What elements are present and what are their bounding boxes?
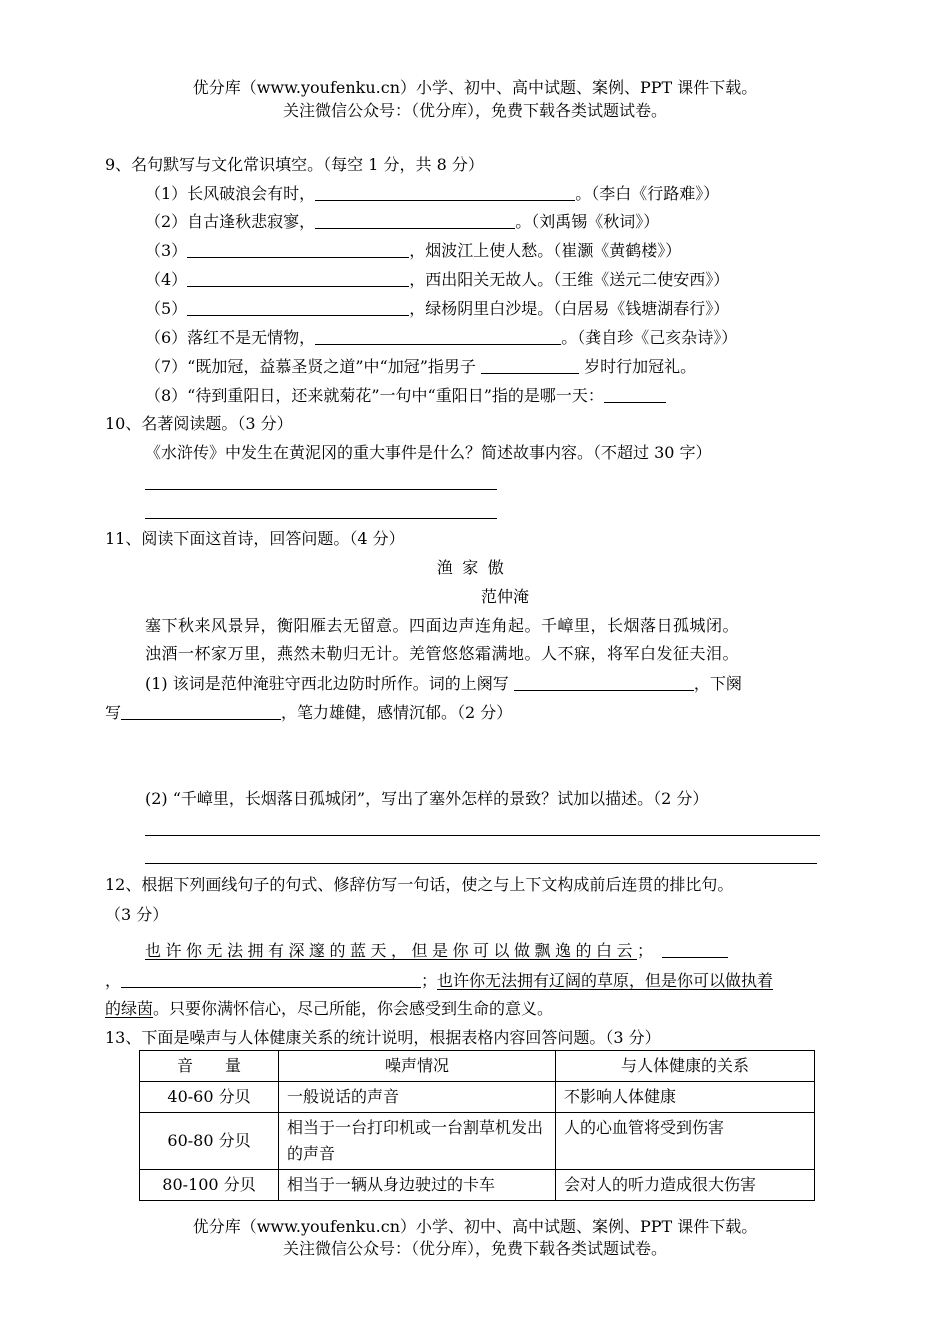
footer-line-1: 优分库（www.youfenku.cn）小学、初中、高中试题、案例、PPT 课件下载。 bbox=[192, 1217, 758, 1236]
q12-line-1 bbox=[145, 940, 728, 962]
q11-sub1-line2 bbox=[105, 702, 512, 724]
poem-title: 渔家傲 bbox=[436, 558, 514, 577]
poem-line-2: 浊酒一杯家万里，燕然未勒归无计。羌管悠悠霜满地。人不寐，将军白发征夫泪。 bbox=[145, 644, 740, 663]
q9-blank-7[interactable] bbox=[481, 357, 579, 374]
noise-health-table bbox=[139, 1050, 815, 1201]
q10-answer-line-1[interactable] bbox=[145, 489, 497, 490]
q13-title: 13、下面是噪声与人体健康关系的统计说明，根据表格内容回答问题。（3 分） bbox=[105, 1028, 661, 1047]
q9-item-8 bbox=[145, 385, 666, 407]
header-line-2: 关注微信公众号：（优分库），免费下载各类试题试卷。 bbox=[282, 101, 667, 120]
q9-title: 9、名句默写与文化常识填空。（每空 1 分，共 8 分） bbox=[105, 155, 484, 174]
q9-item-7-tail: 岁时行加冠礼。 bbox=[584, 357, 697, 376]
q9-item-1 bbox=[145, 183, 719, 205]
table-row bbox=[140, 1082, 815, 1113]
q12-blank-1b[interactable] bbox=[121, 971, 421, 988]
q11-blank-lower[interactable] bbox=[121, 703, 281, 720]
q9-item-2 bbox=[145, 211, 659, 233]
q11-answer-line-2[interactable] bbox=[145, 863, 817, 864]
q9-item-4-source: ，西出阳关无故人。（王维《送元二使安西》） bbox=[409, 270, 730, 289]
q12-separator: ； bbox=[637, 941, 658, 960]
q9-item-4 bbox=[145, 269, 729, 291]
header-health: 与人体健康的关系 bbox=[556, 1051, 815, 1082]
q10-answer-line-2[interactable] bbox=[145, 518, 497, 519]
q12-semicolon: ； bbox=[421, 971, 438, 990]
q11-blank-upper[interactable] bbox=[514, 674, 694, 691]
table-row bbox=[140, 1113, 815, 1170]
q9-item-6-text: （6）落红不是无情物， bbox=[145, 328, 316, 347]
cell-health: 人的心血管将受到伤害 bbox=[556, 1113, 815, 1170]
cell-volume: 60-80 分贝 bbox=[140, 1113, 279, 1170]
q9-item-7 bbox=[145, 356, 696, 378]
q9-item-6-source: 。（龚自珍《己亥杂诗》） bbox=[561, 328, 738, 347]
q9-blank-4[interactable] bbox=[187, 270, 409, 287]
cell-noise: 相当于一辆从身边驶过的卡车 bbox=[279, 1170, 556, 1201]
q11-title: 11、阅读下面这首诗，回答问题。（4 分） bbox=[105, 529, 405, 548]
cell-noise: 相当于一台打印机或一台割草机发出的声音 bbox=[279, 1113, 556, 1170]
q9-blank-5[interactable] bbox=[187, 299, 409, 316]
q9-item-8-text: （8）“待到重阳日，还来就菊花”一句中“重阳日”指的是哪一天： bbox=[145, 386, 604, 405]
q9-item-1-source: 。（李白《行路难》） bbox=[575, 184, 720, 203]
q10-title: 10、名著阅读题。（3 分） bbox=[105, 414, 293, 433]
poem-author: 范仲淹 bbox=[480, 587, 529, 606]
q9-item-5 bbox=[145, 298, 729, 320]
q12-comma: ， bbox=[105, 971, 122, 990]
cell-volume: 80-100 分贝 bbox=[140, 1170, 279, 1201]
q9-blank-8[interactable] bbox=[604, 386, 666, 403]
cell-health: 会对人的听力造成很大伤害 bbox=[556, 1170, 815, 1201]
header-line-1: 优分库（www.youfenku.cn）小学、初中、高中试题、案例、PPT 课件下载。 bbox=[192, 78, 758, 97]
q12-underlined-sentence-2b: 的绿茵 bbox=[105, 999, 154, 1018]
poem-line-1: 塞下秋来风景异，衡阳雁去无留意。四面边声连角起。千嶂里，长烟落日孤城闭。 bbox=[145, 616, 740, 635]
q9-blank-1[interactable] bbox=[315, 184, 575, 201]
q12-title: 12、根据下列画线句子的句式、修辞仿写一句话，使之与上下文构成前后连贯的排比句。 bbox=[105, 875, 734, 894]
q9-item-1-text: （1）长风破浪会有时， bbox=[145, 184, 316, 203]
q12-line-2 bbox=[105, 970, 773, 992]
q12-blank-1a[interactable] bbox=[662, 941, 728, 958]
cell-health: 不影响人体健康 bbox=[556, 1082, 815, 1113]
q9-item-6 bbox=[145, 327, 737, 349]
cell-noise: 一般说话的声音 bbox=[279, 1082, 556, 1113]
q12-tail: 。只要你满怀信心，尽己所能，你会感受到生命的意义。 bbox=[153, 999, 554, 1018]
q12-score: （3 分） bbox=[105, 905, 169, 924]
footer-line-2: 关注微信公众号：（优分库），免费下载各类试题试卷。 bbox=[282, 1239, 667, 1258]
q10-question: 《水浒传》中发生在黄泥冈的重大事件是什么？简述故事内容。（不超过 30 字） bbox=[145, 443, 712, 462]
q11-sub1-line1 bbox=[145, 673, 742, 695]
q9-blank-2[interactable] bbox=[315, 212, 515, 229]
q9-item-3-text: （3） bbox=[145, 241, 188, 260]
q11-answer-line-1[interactable] bbox=[145, 835, 820, 836]
q9-item-3 bbox=[145, 240, 681, 262]
header-noise: 噪声情况 bbox=[279, 1051, 556, 1082]
q9-item-2-text: （2）自古逢秋悲寂寥， bbox=[145, 212, 316, 231]
q12-line-3 bbox=[105, 998, 553, 1020]
header-volume: 音 量 bbox=[140, 1051, 279, 1082]
q12-underlined-sentence-1: 也许你无法拥有深邃的蓝天，但是你可以做飘逸的白云 bbox=[145, 941, 638, 960]
q9-item-7-text: （7）“既加冠，益慕圣贤之道”中“加冠”指男子 bbox=[145, 357, 476, 376]
table-row bbox=[140, 1170, 815, 1201]
q11-sub1-text-c: 写 bbox=[105, 703, 122, 722]
q9-item-5-source: ，绿杨阴里白沙堤。（白居易《钱塘湖春行》） bbox=[409, 299, 730, 318]
q9-item-3-source: ，烟波江上使人愁。（崔灏《黄鹤楼》） bbox=[409, 241, 682, 260]
q11-sub1-text-b: ，下阕 bbox=[693, 674, 742, 693]
q9-item-5-text: （5） bbox=[145, 299, 188, 318]
q9-item-4-text: （4） bbox=[145, 270, 188, 289]
table-header-row bbox=[140, 1051, 815, 1082]
q9-blank-6[interactable] bbox=[315, 328, 561, 345]
q9-item-2-source: 。（刘禹锡《秋词》） bbox=[515, 212, 660, 231]
q9-blank-3[interactable] bbox=[187, 241, 409, 258]
q11-sub1-text-d: ，笔力雄健，感情沉郁。（2 分） bbox=[281, 703, 513, 722]
q11-sub1-text-a: (1) 该词是范仲淹驻守西北边防时所作。词的上阕写 bbox=[145, 674, 509, 693]
cell-volume: 40-60 分贝 bbox=[140, 1082, 279, 1113]
q11-sub2: (2) “千嶂里，长烟落日孤城闭”，写出了塞外怎样的景致？试加以描述。（2 分） bbox=[145, 789, 709, 808]
q12-underlined-sentence-2a: 也许你无法拥有辽阔的草原，但是你可以做执着 bbox=[437, 971, 774, 990]
